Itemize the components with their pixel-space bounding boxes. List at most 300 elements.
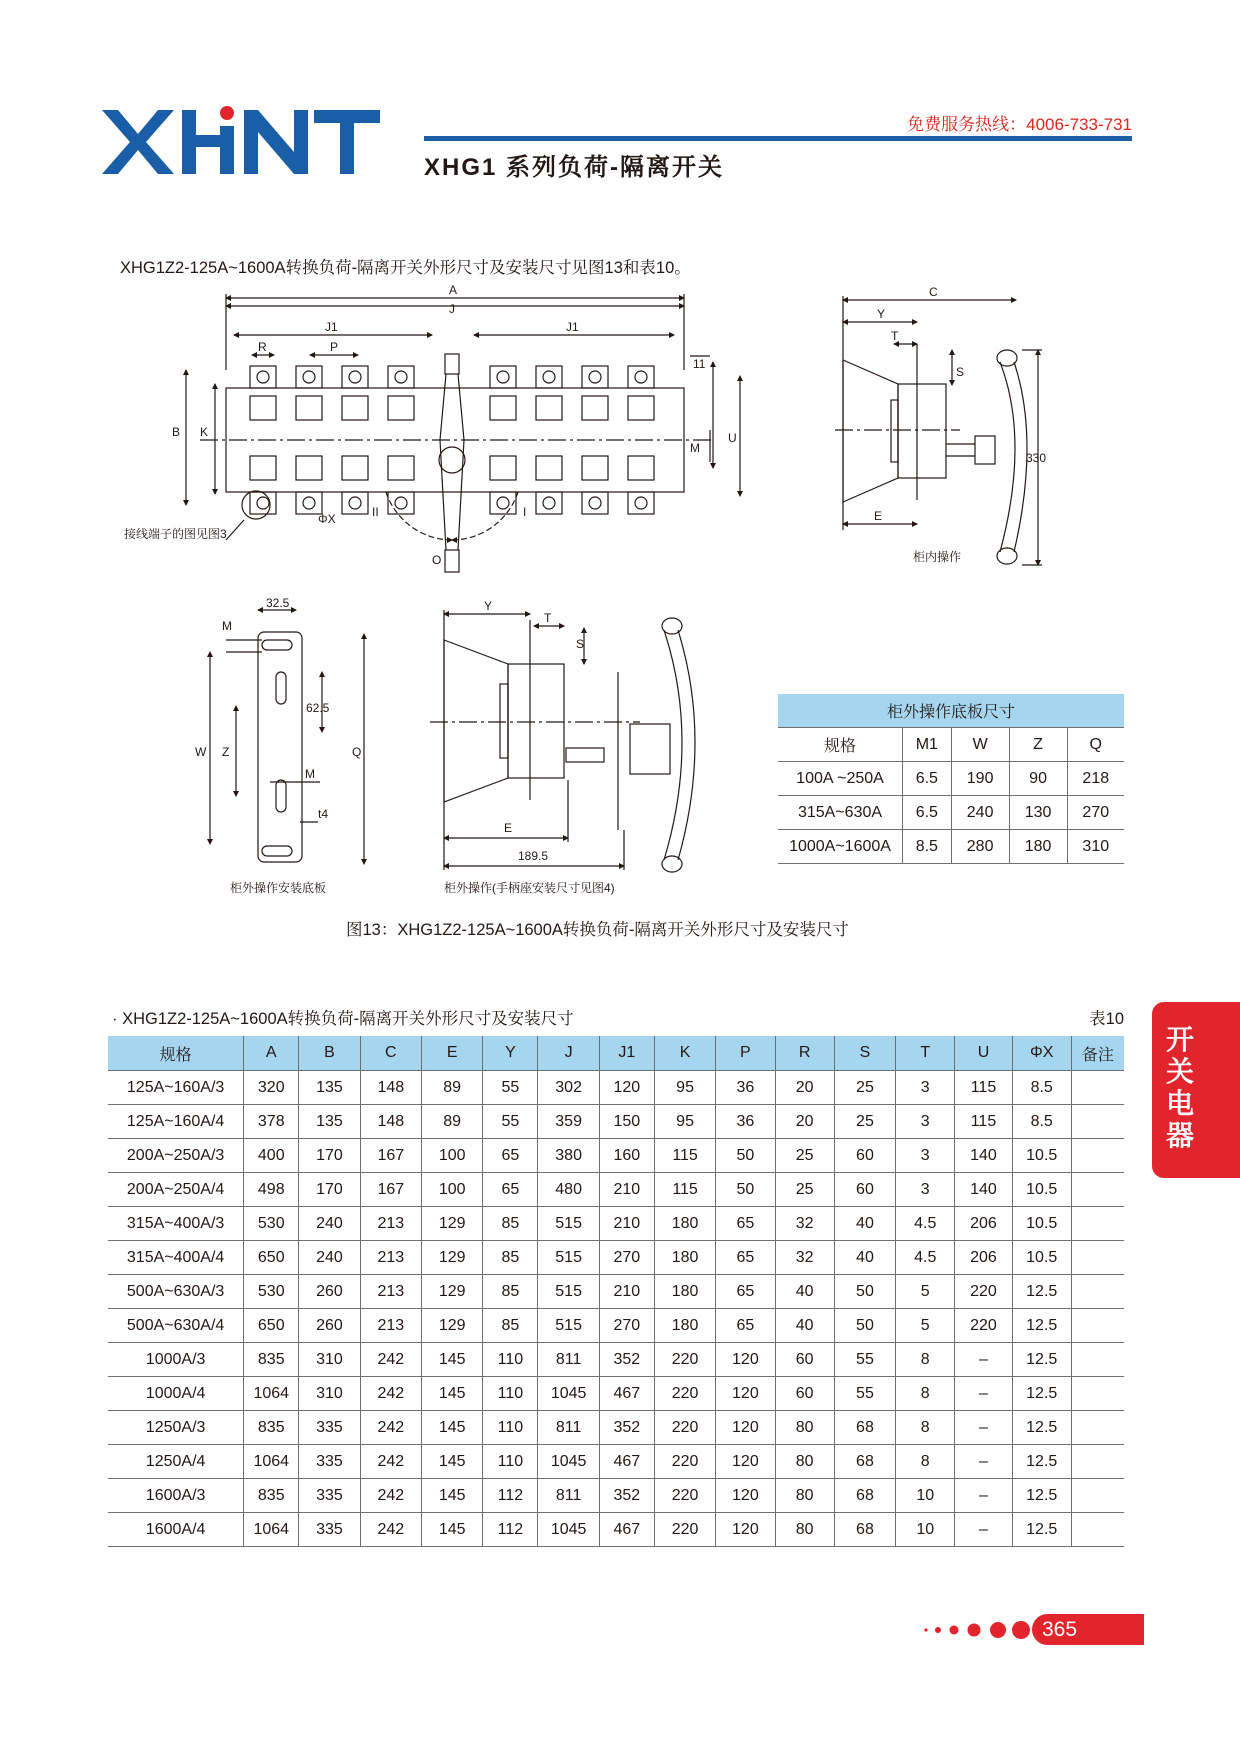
value-cell: 148 bbox=[360, 1105, 421, 1139]
value-cell: 335 bbox=[299, 1479, 360, 1513]
table-row bbox=[108, 1343, 1124, 1377]
value-cell: 145 bbox=[422, 1445, 483, 1479]
dim-label: E bbox=[874, 509, 883, 523]
dim-label: 62.5 bbox=[306, 701, 330, 715]
value-cell: 65 bbox=[716, 1309, 775, 1343]
value-cell: 50 bbox=[716, 1139, 775, 1173]
value-cell: – bbox=[955, 1513, 1012, 1547]
value-cell: – bbox=[955, 1377, 1012, 1411]
value-cell: 65 bbox=[483, 1173, 538, 1207]
dim-label: C bbox=[929, 285, 938, 299]
value-cell: 12.5 bbox=[1012, 1479, 1071, 1513]
value-cell: 170 bbox=[299, 1173, 360, 1207]
column-header: B bbox=[299, 1036, 360, 1071]
value-cell bbox=[1071, 1105, 1124, 1139]
value-cell: 206 bbox=[955, 1207, 1012, 1241]
value-cell: 115 bbox=[955, 1105, 1012, 1139]
value-cell: 140 bbox=[955, 1139, 1012, 1173]
value-cell: 180 bbox=[654, 1241, 715, 1275]
value-cell: 50 bbox=[834, 1309, 895, 1343]
value-cell: 80 bbox=[775, 1411, 834, 1445]
value-cell: 95 bbox=[654, 1071, 715, 1105]
value-cell: 135 bbox=[299, 1105, 360, 1139]
dim-label: Y bbox=[484, 599, 493, 613]
value-cell: 129 bbox=[422, 1309, 483, 1343]
value-cell: 8.5 bbox=[1012, 1105, 1071, 1139]
value-cell: 1064 bbox=[244, 1377, 299, 1411]
value-cell: 302 bbox=[538, 1071, 599, 1105]
value-cell: 220 bbox=[654, 1445, 715, 1479]
table-row bbox=[108, 1105, 1124, 1139]
value-cell: 32 bbox=[775, 1207, 834, 1241]
dim-label: J1 bbox=[325, 320, 338, 334]
table-row bbox=[108, 1241, 1124, 1275]
value-cell: 85 bbox=[483, 1207, 538, 1241]
value-cell: 515 bbox=[538, 1207, 599, 1241]
panel-table-row: 100A ~250A 6.5 190 90 218 bbox=[778, 762, 1124, 796]
spec-cell: 1250A/3 bbox=[108, 1411, 244, 1445]
value-cell bbox=[1071, 1139, 1124, 1173]
table-row bbox=[108, 1309, 1124, 1343]
value-cell: 242 bbox=[360, 1445, 421, 1479]
value-cell: 210 bbox=[599, 1275, 654, 1309]
panel-table-row: 315A~630A 6.5 240 130 270 bbox=[778, 796, 1124, 830]
column-header: R bbox=[775, 1036, 834, 1071]
value-cell bbox=[1071, 1309, 1124, 1343]
value-cell: 242 bbox=[360, 1377, 421, 1411]
value-cell: 811 bbox=[538, 1411, 599, 1445]
value-cell: 206 bbox=[955, 1241, 1012, 1275]
value-cell: 220 bbox=[955, 1309, 1012, 1343]
value-cell: 835 bbox=[244, 1411, 299, 1445]
contact-window-top bbox=[250, 396, 654, 420]
column-header: 规格 bbox=[108, 1036, 244, 1071]
value-cell: 120 bbox=[599, 1071, 654, 1105]
spec-cell: 200A~250A/4 bbox=[108, 1173, 244, 1207]
table-row bbox=[108, 1207, 1124, 1241]
front-view-drawing bbox=[186, 294, 740, 572]
value-cell: 270 bbox=[599, 1309, 654, 1343]
page-number: 365 bbox=[1042, 1618, 1078, 1641]
value-cell: 68 bbox=[834, 1513, 895, 1547]
dim-label: 11 bbox=[693, 357, 706, 371]
value-cell: 25 bbox=[775, 1139, 834, 1173]
value-cell: 60 bbox=[834, 1173, 895, 1207]
column-header: T bbox=[896, 1036, 955, 1071]
value-cell: 1045 bbox=[538, 1445, 599, 1479]
value-cell: 180 bbox=[654, 1309, 715, 1343]
value-cell: 40 bbox=[834, 1207, 895, 1241]
dim-label: ΦX bbox=[318, 512, 336, 526]
value-cell: 167 bbox=[360, 1139, 421, 1173]
dim-label: M bbox=[305, 767, 315, 781]
value-cell: 335 bbox=[299, 1445, 360, 1479]
dim-label: I bbox=[523, 505, 527, 519]
category-side-label: 开 关 电 器 bbox=[1165, 1024, 1194, 1151]
terminal-note: 接线端子的图见图3 bbox=[124, 527, 227, 541]
spec-cell: 500A~630A/4 bbox=[108, 1309, 244, 1343]
value-cell: 115 bbox=[654, 1139, 715, 1173]
value-cell: 3 bbox=[896, 1105, 955, 1139]
value-cell: 220 bbox=[654, 1513, 715, 1547]
value-cell: 8 bbox=[896, 1343, 955, 1377]
panel-table-row: 1000A~1600A 8.5 280 180 310 bbox=[778, 830, 1124, 864]
value-cell: 515 bbox=[538, 1275, 599, 1309]
value-cell: 220 bbox=[654, 1377, 715, 1411]
dim-label: U bbox=[728, 431, 737, 445]
value-cell: 8 bbox=[896, 1377, 955, 1411]
value-cell: 213 bbox=[360, 1275, 421, 1309]
dim-label: E bbox=[504, 821, 513, 835]
dim-label: II bbox=[372, 505, 379, 519]
value-cell: 335 bbox=[299, 1411, 360, 1445]
value-cell: 467 bbox=[599, 1377, 654, 1411]
table-row bbox=[108, 1139, 1124, 1173]
value-cell: 129 bbox=[422, 1207, 483, 1241]
value-cell: 20 bbox=[775, 1071, 834, 1105]
value-cell bbox=[1071, 1445, 1124, 1479]
value-cell bbox=[1071, 1377, 1124, 1411]
value-cell: – bbox=[955, 1445, 1012, 1479]
value-cell: 515 bbox=[538, 1309, 599, 1343]
value-cell: 3 bbox=[896, 1173, 955, 1207]
value-cell: 1045 bbox=[538, 1377, 599, 1411]
column-header: S bbox=[834, 1036, 895, 1071]
value-cell: 120 bbox=[716, 1445, 775, 1479]
dim-label: T bbox=[891, 329, 899, 343]
value-cell bbox=[1071, 1479, 1124, 1513]
drawing-caption: 柜内操作 bbox=[913, 550, 962, 564]
value-cell: 112 bbox=[483, 1479, 538, 1513]
value-cell: 242 bbox=[360, 1513, 421, 1547]
value-cell: 12.5 bbox=[1012, 1377, 1071, 1411]
value-cell: 210 bbox=[599, 1173, 654, 1207]
table-row bbox=[108, 1071, 1124, 1105]
mounting-plate-drawing bbox=[210, 610, 364, 864]
value-cell: 380 bbox=[538, 1139, 599, 1173]
value-cell: 242 bbox=[360, 1479, 421, 1513]
value-cell: 180 bbox=[654, 1275, 715, 1309]
table-row bbox=[108, 1173, 1124, 1207]
value-cell: 68 bbox=[834, 1479, 895, 1513]
value-cell: 120 bbox=[716, 1479, 775, 1513]
value-cell: – bbox=[955, 1343, 1012, 1377]
value-cell: 310 bbox=[299, 1343, 360, 1377]
spec-cell: 1000A/3 bbox=[108, 1343, 244, 1377]
drawing-caption: 柜外操作(手柄座安装尺寸见图4) bbox=[444, 881, 615, 895]
value-cell: 12.5 bbox=[1012, 1411, 1071, 1445]
table-row bbox=[108, 1513, 1124, 1547]
value-cell: 811 bbox=[538, 1479, 599, 1513]
column-header: J bbox=[538, 1036, 599, 1071]
value-cell: 8 bbox=[896, 1411, 955, 1445]
value-cell: 110 bbox=[483, 1445, 538, 1479]
value-cell: 80 bbox=[775, 1513, 834, 1547]
value-cell: 10 bbox=[896, 1513, 955, 1547]
value-cell: 170 bbox=[299, 1139, 360, 1173]
value-cell: 110 bbox=[483, 1411, 538, 1445]
column-header: E bbox=[422, 1036, 483, 1071]
dim-label: R bbox=[258, 340, 267, 354]
figure-caption: 图13：XHG1Z2-125A~1600A转换负荷-隔离开关外形尺寸及安装尺寸 bbox=[346, 921, 849, 939]
value-cell: 1064 bbox=[244, 1513, 299, 1547]
value-cell: 145 bbox=[422, 1343, 483, 1377]
spec-cell: 1250A/4 bbox=[108, 1445, 244, 1479]
value-cell bbox=[1071, 1275, 1124, 1309]
value-cell: 160 bbox=[599, 1139, 654, 1173]
table-row bbox=[108, 1411, 1124, 1445]
value-cell: 378 bbox=[244, 1105, 299, 1139]
value-cell: 260 bbox=[299, 1275, 360, 1309]
spec-cell: 1600A/3 bbox=[108, 1479, 244, 1513]
value-cell bbox=[1071, 1207, 1124, 1241]
value-cell: 110 bbox=[483, 1343, 538, 1377]
panel-table-header: 规格 M1 W Z Q bbox=[778, 728, 1124, 762]
value-cell: 68 bbox=[834, 1445, 895, 1479]
dim-label: J bbox=[449, 302, 455, 316]
value-cell: 140 bbox=[955, 1173, 1012, 1207]
value-cell: – bbox=[955, 1479, 1012, 1513]
value-cell: 10.5 bbox=[1012, 1173, 1071, 1207]
value-cell: 835 bbox=[244, 1343, 299, 1377]
drawing-caption: 柜外操作安装底板 bbox=[230, 881, 327, 895]
value-cell: 530 bbox=[244, 1275, 299, 1309]
value-cell: 150 bbox=[599, 1105, 654, 1139]
value-cell: 335 bbox=[299, 1513, 360, 1547]
column-header: P bbox=[716, 1036, 775, 1071]
value-cell: 100 bbox=[422, 1173, 483, 1207]
value-cell: 65 bbox=[483, 1139, 538, 1173]
value-cell: 4.5 bbox=[896, 1241, 955, 1275]
value-cell: 50 bbox=[716, 1173, 775, 1207]
value-cell: 120 bbox=[716, 1377, 775, 1411]
panel-table-caption: 柜外操作底板尺寸 bbox=[778, 694, 1124, 728]
dim-label: J1 bbox=[566, 320, 579, 334]
value-cell: 12.5 bbox=[1012, 1445, 1071, 1479]
value-cell: 100 bbox=[422, 1139, 483, 1173]
value-cell: 20 bbox=[775, 1105, 834, 1139]
table-row bbox=[108, 1377, 1124, 1411]
value-cell: 220 bbox=[955, 1275, 1012, 1309]
value-cell: 12.5 bbox=[1012, 1513, 1071, 1547]
table-number: 表10 bbox=[1089, 1010, 1124, 1028]
value-cell: 835 bbox=[244, 1479, 299, 1513]
terminal-row-top bbox=[250, 366, 654, 388]
value-cell: 89 bbox=[422, 1105, 483, 1139]
value-cell: 25 bbox=[834, 1105, 895, 1139]
value-cell: 115 bbox=[955, 1071, 1012, 1105]
value-cell: 213 bbox=[360, 1241, 421, 1275]
value-cell: 359 bbox=[538, 1105, 599, 1139]
dim-label: T bbox=[544, 611, 552, 625]
value-cell: 240 bbox=[299, 1207, 360, 1241]
value-cell: 210 bbox=[599, 1207, 654, 1241]
dim-label: Q bbox=[352, 745, 362, 759]
value-cell: 145 bbox=[422, 1377, 483, 1411]
value-cell bbox=[1071, 1411, 1124, 1445]
value-cell: 25 bbox=[834, 1071, 895, 1105]
dim-label: M bbox=[690, 441, 700, 455]
spec-cell: 1600A/4 bbox=[108, 1513, 244, 1547]
value-cell bbox=[1071, 1241, 1124, 1275]
column-header: J1 bbox=[599, 1036, 654, 1071]
value-cell: 65 bbox=[716, 1207, 775, 1241]
spec-cell: 315A~400A/4 bbox=[108, 1241, 244, 1275]
value-cell: 8 bbox=[896, 1445, 955, 1479]
value-cell: 213 bbox=[360, 1207, 421, 1241]
value-cell: 65 bbox=[716, 1241, 775, 1275]
value-cell: 36 bbox=[716, 1071, 775, 1105]
column-header: 备注 bbox=[1071, 1036, 1124, 1071]
dim-label: 189.5 bbox=[518, 849, 549, 863]
value-cell: 213 bbox=[360, 1309, 421, 1343]
page-dots-decoration bbox=[920, 1620, 1030, 1640]
dim-label: S bbox=[576, 637, 585, 651]
value-cell: 65 bbox=[716, 1275, 775, 1309]
value-cell: 811 bbox=[538, 1343, 599, 1377]
side-view-inside bbox=[835, 296, 1042, 565]
value-cell: 89 bbox=[422, 1071, 483, 1105]
value-cell bbox=[1071, 1343, 1124, 1377]
value-cell: 120 bbox=[716, 1343, 775, 1377]
value-cell: 40 bbox=[775, 1309, 834, 1343]
value-cell: 650 bbox=[244, 1241, 299, 1275]
value-cell: 8.5 bbox=[1012, 1071, 1071, 1105]
value-cell: 1064 bbox=[244, 1445, 299, 1479]
value-cell: 352 bbox=[599, 1343, 654, 1377]
value-cell: 12.5 bbox=[1012, 1343, 1071, 1377]
value-cell: 467 bbox=[599, 1445, 654, 1479]
dim-label: W bbox=[195, 745, 207, 759]
value-cell: 10.5 bbox=[1012, 1139, 1071, 1173]
dim-label: 330 bbox=[1026, 451, 1047, 465]
value-cell: 240 bbox=[299, 1241, 360, 1275]
value-cell: 110 bbox=[483, 1377, 538, 1411]
service-hotline: 免费服务热线：4006-733-731 bbox=[907, 115, 1132, 134]
dim-label: M bbox=[222, 619, 232, 633]
value-cell: 135 bbox=[299, 1071, 360, 1105]
value-cell: 242 bbox=[360, 1411, 421, 1445]
value-cell: 32 bbox=[775, 1241, 834, 1275]
value-cell: 80 bbox=[775, 1479, 834, 1513]
value-cell: 310 bbox=[299, 1377, 360, 1411]
dim-label: B bbox=[172, 425, 181, 439]
value-cell: 12.5 bbox=[1012, 1275, 1071, 1309]
column-header: U bbox=[955, 1036, 1012, 1071]
table-row bbox=[108, 1445, 1124, 1479]
contact-window-bottom bbox=[250, 456, 654, 480]
value-cell: 10.5 bbox=[1012, 1241, 1071, 1275]
value-cell: 4.5 bbox=[896, 1207, 955, 1241]
dim-label: S bbox=[956, 365, 965, 379]
dim-label: Z bbox=[222, 745, 230, 759]
dim-label: O bbox=[432, 553, 442, 567]
table-header-row bbox=[108, 1036, 1124, 1071]
table-row bbox=[108, 1479, 1124, 1513]
terminal-row-bottom bbox=[250, 492, 654, 514]
value-cell: 60 bbox=[834, 1139, 895, 1173]
value-cell: 242 bbox=[360, 1343, 421, 1377]
value-cell: 55 bbox=[834, 1377, 895, 1411]
value-cell: 60 bbox=[775, 1343, 834, 1377]
value-cell: 129 bbox=[422, 1241, 483, 1275]
value-cell: 60 bbox=[775, 1377, 834, 1411]
column-header: Y bbox=[483, 1036, 538, 1071]
value-cell: 80 bbox=[775, 1445, 834, 1479]
dim-label: K bbox=[200, 425, 209, 439]
value-cell: 85 bbox=[483, 1275, 538, 1309]
value-cell: 5 bbox=[896, 1309, 955, 1343]
value-cell: 148 bbox=[360, 1071, 421, 1105]
value-cell: 270 bbox=[599, 1241, 654, 1275]
value-cell: 3 bbox=[896, 1139, 955, 1173]
value-cell: 115 bbox=[654, 1173, 715, 1207]
value-cell: 40 bbox=[834, 1241, 895, 1275]
value-cell: 352 bbox=[599, 1411, 654, 1445]
value-cell: 85 bbox=[483, 1241, 538, 1275]
operating-handle-front bbox=[386, 354, 518, 572]
value-cell: 145 bbox=[422, 1411, 483, 1445]
value-cell: 498 bbox=[244, 1173, 299, 1207]
column-header: A bbox=[244, 1036, 299, 1071]
value-cell: 85 bbox=[483, 1309, 538, 1343]
value-cell: 55 bbox=[483, 1071, 538, 1105]
spec-cell: 125A~160A/3 bbox=[108, 1071, 244, 1105]
section-heading: · XHG1Z2-125A~1600A转换负荷-隔离开关外形尺寸及安装尺寸 bbox=[112, 1010, 574, 1028]
intro-text: XHG1Z2-125A~1600A转换负荷-隔离开关外形尺寸及安装尺寸见图13和表10。 bbox=[120, 259, 691, 277]
value-cell: 220 bbox=[654, 1411, 715, 1445]
dim-label: Y bbox=[877, 307, 886, 321]
spec-cell: 315A~400A/3 bbox=[108, 1207, 244, 1241]
dimension-table bbox=[108, 1036, 1124, 1547]
dim-label: A bbox=[449, 283, 458, 297]
value-cell: 220 bbox=[654, 1343, 715, 1377]
value-cell: 400 bbox=[244, 1139, 299, 1173]
side-view-outside bbox=[430, 610, 695, 872]
column-header: C bbox=[360, 1036, 421, 1071]
value-cell: 112 bbox=[483, 1513, 538, 1547]
spec-cell: 125A~160A/4 bbox=[108, 1105, 244, 1139]
value-cell: 55 bbox=[834, 1343, 895, 1377]
column-header: K bbox=[654, 1036, 715, 1071]
value-cell: 530 bbox=[244, 1207, 299, 1241]
value-cell: 515 bbox=[538, 1241, 599, 1275]
value-cell: 467 bbox=[599, 1513, 654, 1547]
page-title: XHG1 系列负荷-隔离开关 bbox=[424, 154, 725, 181]
value-cell: 68 bbox=[834, 1411, 895, 1445]
value-cell: 180 bbox=[654, 1207, 715, 1241]
value-cell: 10.5 bbox=[1012, 1207, 1071, 1241]
column-header: ΦX bbox=[1012, 1036, 1071, 1071]
value-cell: 145 bbox=[422, 1513, 483, 1547]
spec-cell: 1000A/4 bbox=[108, 1377, 244, 1411]
value-cell: 55 bbox=[483, 1105, 538, 1139]
value-cell: 36 bbox=[716, 1105, 775, 1139]
value-cell: 12.5 bbox=[1012, 1309, 1071, 1343]
value-cell: 95 bbox=[654, 1105, 715, 1139]
value-cell: – bbox=[955, 1411, 1012, 1445]
value-cell: 3 bbox=[896, 1071, 955, 1105]
dim-label: 32.5 bbox=[266, 596, 290, 610]
value-cell: 145 bbox=[422, 1479, 483, 1513]
panel-dimension-table bbox=[778, 694, 1124, 864]
value-cell: 167 bbox=[360, 1173, 421, 1207]
dim-label: P bbox=[330, 340, 339, 354]
spec-cell: 500A~630A/3 bbox=[108, 1275, 244, 1309]
value-cell: 129 bbox=[422, 1275, 483, 1309]
dim-label: t4 bbox=[318, 807, 329, 821]
value-cell: 352 bbox=[599, 1479, 654, 1513]
